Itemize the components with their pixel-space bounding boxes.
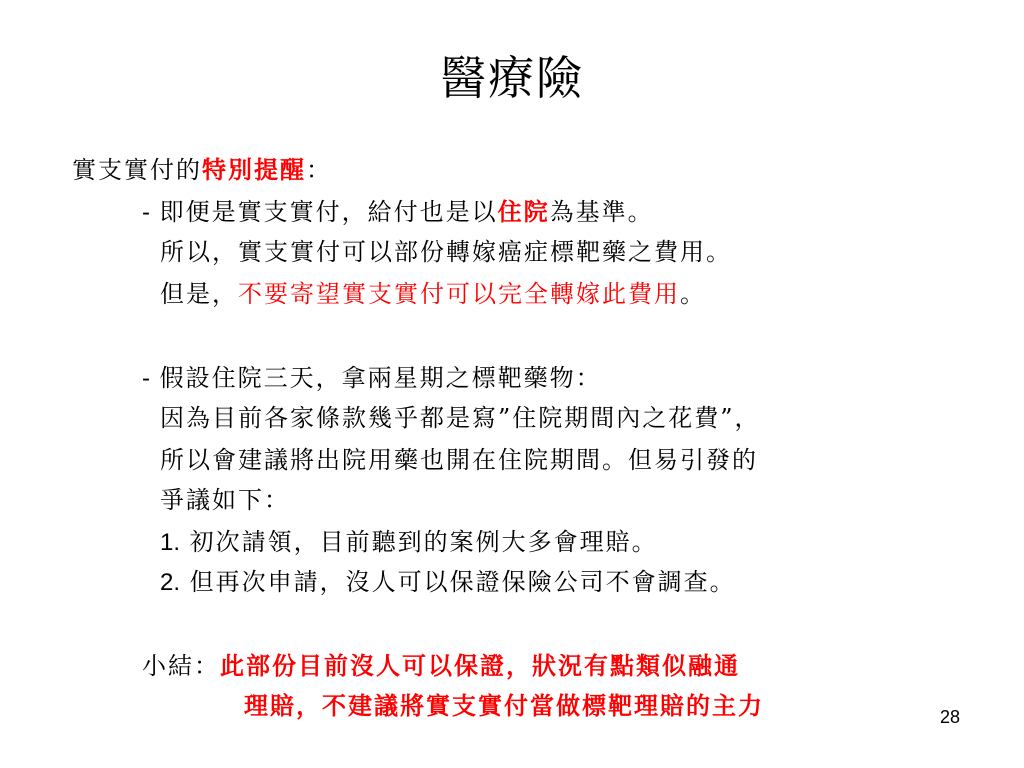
- point1-line1-suffix: 為基準。: [549, 198, 654, 226]
- summary-text-line1: 此部份目前沒人可以保證，狀況有點類似融通: [220, 651, 740, 680]
- point1-line3-suffix: 。: [680, 280, 706, 308]
- point2-line1: [142, 362, 602, 395]
- point1-dash: -: [142, 199, 150, 226]
- summary-text-line2: 理賠，不建議將實支實付當做標靶理賠的主力: [244, 691, 764, 720]
- point2-item-1-number: 1.: [160, 529, 181, 556]
- heading-highlight: 特別提醒: [202, 155, 306, 184]
- point2-item-2-number: 2.: [160, 569, 181, 596]
- point2-item-2-text: 但再次申請，沒人可以保證保險公司不會調查。: [189, 568, 736, 596]
- point1-line3-prefix: 但是，: [160, 280, 238, 308]
- heading-suffix: ：: [306, 156, 332, 184]
- page-number: 28: [940, 707, 961, 727]
- point2-line4: 爭議如下：: [160, 486, 290, 514]
- heading-prefix: 實支實付的: [72, 156, 202, 184]
- point2-line3: 所以會建議將出院用藥也開在住院期間。但易引發的: [160, 446, 758, 474]
- point2-item-1-text: 初次請領，目前聽到的案例大多會理賠。: [189, 528, 658, 556]
- point2-line2: 因為目前各家條款幾乎都是寫”住院期間內之花費”，: [160, 404, 761, 432]
- point2-item-1: [160, 526, 658, 559]
- point2-dash: -: [142, 365, 150, 392]
- point1-line1-prefix: 即便是實支實付，給付也是以: [159, 198, 498, 226]
- point1-line2: 所以，實支實付可以部份轉嫁癌症標靶藥之費用。: [160, 238, 732, 266]
- point1-line1: [142, 196, 654, 229]
- summary-label: 小結：: [142, 652, 220, 680]
- heading-line: [72, 154, 332, 186]
- point1-line3: [160, 278, 706, 310]
- point1-line3-highlight: 不要寄望實支實付可以完全轉嫁此費用: [238, 280, 680, 308]
- slide-title: 醫療險: [440, 51, 584, 105]
- point1-line1-highlight: 住院: [497, 197, 550, 226]
- point2-line1-text: 假設住院三天，拿兩星期之標靶藥物：: [159, 364, 602, 392]
- summary-line1: [142, 650, 740, 682]
- point2-item-2: [160, 566, 736, 599]
